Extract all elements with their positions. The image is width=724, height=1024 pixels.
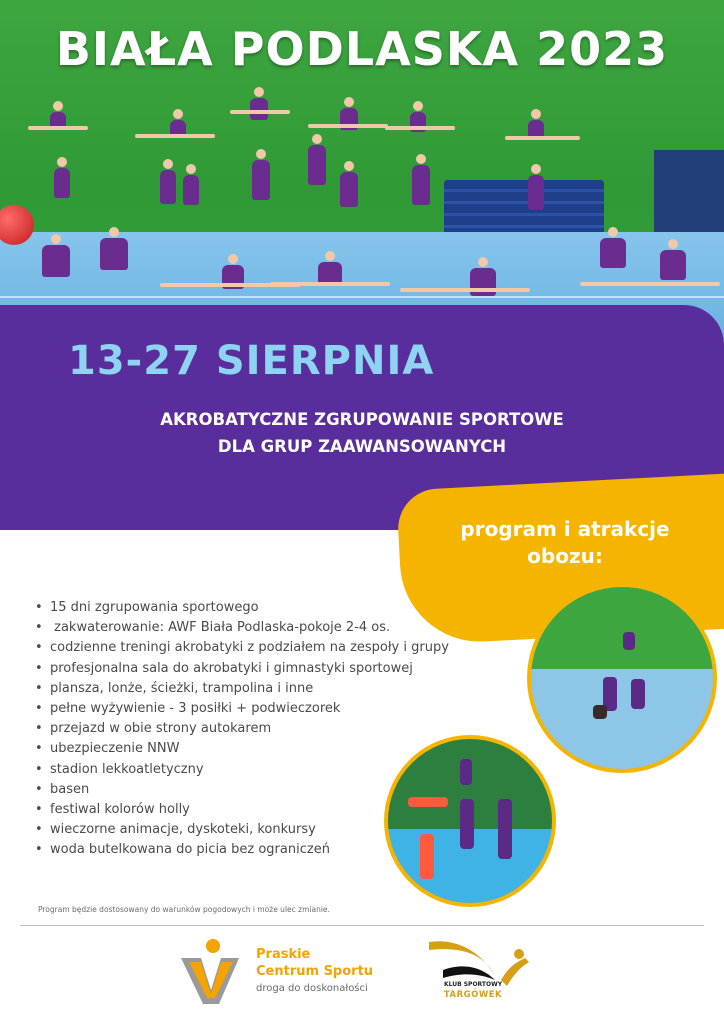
acrobat-figure: [631, 679, 645, 709]
poster-title: BIAŁA PODLASKA 2023: [55, 22, 669, 76]
list-item: • wieczorne animacje, dyskoteki, konkursy: [30, 820, 449, 840]
acrobat-figure: [593, 705, 607, 719]
event-dates: 13-27 SIERPNIA: [68, 338, 435, 384]
bullet-icon: •: [35, 761, 43, 777]
program-heading-line-1: program i atrakcje: [460, 517, 670, 541]
floor-line: [0, 296, 724, 298]
athlete-legs: [230, 110, 290, 114]
bullet-icon: •: [35, 680, 43, 696]
athlete-figure: [660, 250, 686, 280]
bullet-icon: •: [35, 741, 43, 757]
circle-photo-acrobatics: [527, 583, 717, 773]
athlete-figure: [100, 238, 128, 270]
club-label: KLUB SPORTOWY: [443, 981, 503, 988]
bullet-icon: •: [35, 660, 43, 676]
event-subtitle: [0, 406, 724, 460]
pcs-logo-icon: [175, 936, 245, 1014]
athlete-figure: [54, 168, 70, 198]
athlete-figure: [160, 170, 176, 204]
athlete-figure: [252, 160, 270, 200]
list-item: • festiwal kolorów holly: [30, 800, 449, 820]
club-name: TARGÓWEK: [443, 990, 503, 1000]
bullet-icon: •: [35, 822, 43, 838]
pcs-name-line-1: Praskie: [256, 947, 311, 962]
list-item: • plansza, lonże, ścieżki, trampolina i inne: [30, 679, 449, 699]
program-heading: [430, 516, 700, 570]
athlete-figure: [42, 245, 70, 277]
list-item: • pełne wyżywienie - 3 posiłki + podwieczorek: [30, 699, 449, 719]
athlete-legs: [270, 282, 390, 286]
pcs-name: [256, 946, 373, 980]
athlete-legs: [400, 288, 530, 292]
acrobat-figure: [460, 759, 472, 785]
list-item: • profesjonalna sala do akrobatyki i gimnastyki sportowej: [30, 659, 449, 679]
list-item: • basen: [30, 780, 449, 800]
subtitle-line-2: DLA GRUP ZAAWANSOWANYCH: [217, 437, 507, 456]
bullet-icon: •: [35, 620, 43, 636]
acrobat-figure: [460, 799, 474, 849]
circle-photo-pyramid: [384, 735, 556, 907]
list-item: • woda butelkowana do picia bez ograniczeń: [30, 840, 449, 860]
list-item: • przejazd w obie strony autokarem: [30, 719, 449, 739]
athlete-figure: [183, 175, 199, 205]
bullet-icon: •: [35, 640, 43, 656]
footer-divider: [20, 925, 704, 926]
acrobat-figure: [420, 834, 434, 879]
subtitle-line-1: AKROBATYCZNE ZGRUPOWANIE SPORTOWE: [160, 410, 564, 429]
athlete-legs: [580, 282, 720, 286]
athlete-figure: [600, 238, 626, 268]
athlete-figure: [250, 98, 268, 120]
disclaimer-note: Program będzie dostosowany do warunków pogodowych i może ulec zmianie.: [38, 905, 330, 914]
list-item: • stadion lekkoatletyczny: [30, 760, 449, 780]
bullet-icon: •: [35, 781, 43, 797]
pcs-name-line-2: Centrum Sportu: [256, 964, 374, 979]
bullet-icon: •: [35, 721, 43, 737]
bullet-icon: •: [35, 842, 43, 858]
bullet-icon: •: [35, 701, 43, 717]
list-item: • zakwaterowanie: AWF Biała Podlaska-pokoje 2-4 os.: [30, 618, 449, 638]
list-item: • codzienne treningi akrobatyki z podziałem na zespoły i grupy: [30, 638, 449, 658]
athlete-legs: [28, 126, 88, 130]
purple-banner-edge: [0, 505, 460, 530]
athlete-figure: [308, 145, 326, 185]
bullet-icon: •: [35, 600, 43, 615]
mat-stack: [444, 180, 604, 240]
bullet-icon: •: [35, 802, 43, 818]
list-item: • 15 dni zgrupowania sportowego: [30, 598, 449, 618]
acrobat-figure: [408, 797, 448, 807]
athlete-figure: [340, 172, 358, 207]
list-item: • ubezpieczenie NNW: [30, 739, 449, 759]
athlete-figure: [412, 165, 430, 205]
program-heading-line-2: obozu:: [527, 544, 603, 568]
acrobat-figure: [498, 799, 512, 859]
athlete-legs: [308, 124, 388, 128]
athlete-legs: [505, 136, 580, 140]
athlete-legs: [135, 134, 215, 138]
athlete-figure: [528, 175, 544, 210]
athlete-legs: [385, 126, 455, 130]
acrobat-figure: [623, 632, 635, 650]
pcs-tagline: droga do doskonałości: [256, 983, 368, 994]
